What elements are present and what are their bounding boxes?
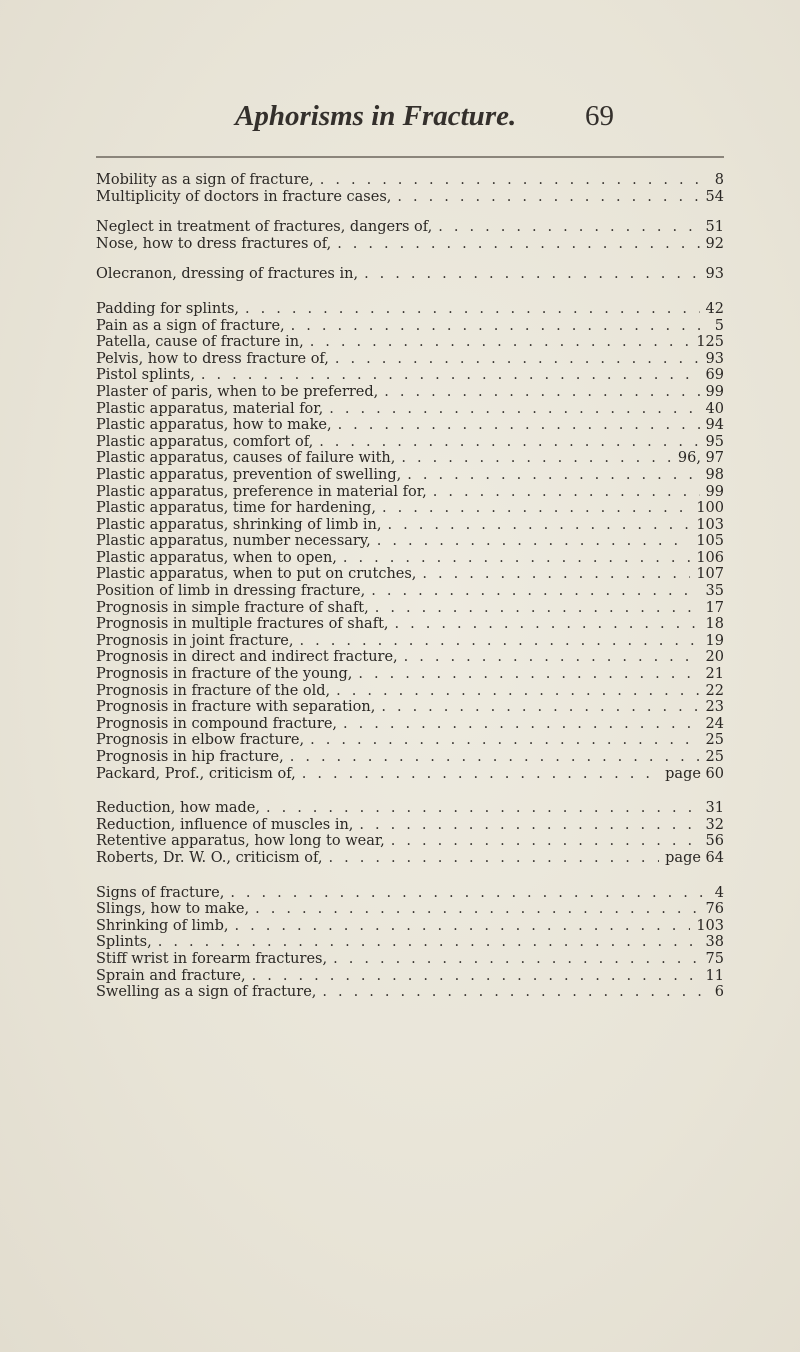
index-entry [96,467,724,484]
entry-text: Stiff wrist in forearm fractures, [96,950,328,967]
dot-leader [395,616,700,633]
entry-page: 125 [696,334,724,351]
entry-page: 69 [705,367,724,384]
entry-page: 20 [705,649,724,666]
entry-page: 38 [705,934,724,951]
dot-leader [329,401,699,418]
entry-page: 23 [705,699,724,716]
entry-page: 6 [714,984,724,1001]
entry-text: Multiplicity of doctors in fracture cases, [96,188,392,205]
page-number: 69 [585,100,614,132]
entry-page: 99 [705,383,724,400]
entry-page: 25 [705,732,724,749]
dot-leader [381,699,699,716]
dot-leader [371,583,699,600]
dot-leader [290,749,700,766]
entry-page: 5 [714,317,724,334]
dot-leader [337,236,699,253]
index-entry [96,766,724,783]
header-rule [96,156,724,158]
dot-leader [201,367,700,384]
entry-page: 103 [696,516,724,533]
dot-leader [320,172,709,189]
dot-leader [407,467,699,484]
entry-page: 93 [705,266,724,283]
index-entry [96,850,724,867]
dot-leader [310,334,691,351]
index-entry [96,934,724,951]
entry-page: 25 [705,749,724,765]
index-entry [96,189,724,206]
entry-page: 4 [714,884,724,901]
index-entry [96,236,724,253]
entry-page: 96, 97 [677,450,724,467]
index-entry [96,666,724,683]
entry-text: Plastic apparatus, prevention of swelling, [96,466,402,483]
index-entry [96,716,724,733]
entry-text: Prognosis in fracture of the old, [96,682,331,699]
index-entry [96,367,724,384]
dot-leader [319,434,699,451]
entry-page: 105 [696,533,724,550]
entry-text: Pelvis, how to dress fracture of, [96,350,329,367]
index-entry [96,533,724,550]
entry-page: 94 [705,417,724,434]
entry-text: Pain as a sign of fracture, [96,317,285,334]
entry-page: page 60 [665,765,724,782]
index-entry [96,334,724,351]
dot-leader [234,918,690,935]
group-gap [96,283,724,301]
entry-page: 19 [705,632,724,649]
dot-leader [404,649,700,666]
dot-leader [382,500,690,517]
entry-text: Neglect in treatment of fractures, dangers of, [96,219,433,236]
dot-leader [310,732,699,749]
entry-page: 93 [705,350,724,367]
index-entry [96,583,724,600]
entry-text: Prognosis in elbow fracture, [96,732,305,749]
index-entry [96,484,724,501]
dot-leader [384,384,699,401]
entry-text: Retentive apparatus, how long to wear, [96,833,385,850]
index-entry [96,172,724,189]
entry-page: 106 [696,549,724,566]
entry-page: 107 [696,566,724,583]
page-header [0,100,800,140]
entry-text: Plastic apparatus, preference in material for, [96,483,427,500]
entry-text: Roberts, Dr. W. O., criticism of, [96,849,323,866]
dot-leader [377,533,691,550]
index-entry [96,885,724,902]
entry-text: Signs of fracture, [96,884,225,901]
index-entry [96,500,724,517]
entry-page: 40 [705,400,724,417]
dot-leader [364,266,699,283]
index-entry [96,219,724,236]
index-entry [96,749,724,766]
entry-text: Swelling as a sign of fracture, [96,984,317,1001]
index-entry [96,699,724,716]
dot-leader [397,189,699,206]
entry-page: 22 [705,682,724,699]
index-entry [96,833,724,850]
index-entry [96,984,724,1001]
dot-leader [252,968,700,985]
entry-text: Prognosis in fracture of the young, [96,666,353,683]
index-entry [96,318,724,335]
entry-page: 56 [705,833,724,850]
dot-leader [336,683,699,700]
index-entry [96,384,724,401]
group-gap [96,782,724,800]
dot-leader [422,566,690,583]
entry-text: Plastic apparatus, material for, [96,400,324,417]
group-gap [96,205,724,219]
entry-text: Plastic apparatus, causes of failure with, [96,450,396,467]
index-entry [96,351,724,368]
entry-page: 35 [705,583,724,600]
entry-page: 99 [705,483,724,500]
dot-leader [401,450,671,467]
dot-leader [333,951,699,968]
dot-leader [299,633,699,650]
index-entry [96,600,724,617]
dot-leader [387,517,690,534]
index-entry [96,434,724,451]
entry-page: 21 [705,666,724,683]
index-entry [96,951,724,968]
entry-text: Prognosis in simple fracture of shaft, [96,599,369,616]
entry-text: Packard, Prof., criticism of, [96,765,296,782]
dot-leader [358,666,699,683]
dot-leader [328,850,659,867]
index-entry [96,918,724,935]
entry-text: Mobility as a sign of fracture, [96,172,314,188]
entry-page: 8 [714,172,724,188]
dot-leader [230,885,708,902]
dot-leader [302,766,659,783]
index-entry [96,566,724,583]
entry-text: Plastic apparatus, when to put on crutches, [96,566,417,583]
entry-text: Prognosis in multiple fractures of shaft, [96,616,389,633]
running-title: Aphorisms in Fracture. [235,100,517,132]
index-entry [96,450,724,467]
entry-text: Plastic apparatus, how to make, [96,417,332,434]
entry-text: Reduction, influence of muscles in, [96,816,354,833]
entry-text: Olecranon, dressing of fractures in, [96,266,359,283]
entry-text: Patella, cause of fracture in, [96,334,304,351]
index-entry [96,817,724,834]
entry-page: 54 [705,188,724,205]
index-entry [96,517,724,534]
dot-leader [338,417,700,434]
entry-text: Pistol splints, [96,367,195,384]
index-entry [96,401,724,418]
index-entry [96,968,724,985]
entry-text: Prognosis in hip fracture, [96,749,284,765]
entry-text: Splints, [96,934,152,951]
entry-text: Prognosis in direct and indirect fracture, [96,649,398,666]
entry-text: Position of limb in dressing fracture, [96,583,366,600]
dot-leader [343,716,700,733]
entry-text: Plastic apparatus, time for hardening, [96,500,376,517]
index-list [96,172,724,1001]
dot-leader [391,833,700,850]
entry-page: 31 [705,800,724,817]
entry-text: Plastic apparatus, comfort of, [96,433,314,450]
entry-page: 11 [705,967,724,984]
entry-page: 103 [696,917,724,934]
entry-page: 17 [705,599,724,616]
entry-page: 24 [705,715,724,732]
index-entry [96,683,724,700]
entry-page: 42 [705,300,724,317]
entry-page: 98 [705,466,724,483]
index-entry [96,550,724,567]
index-entry [96,901,724,918]
dot-leader [266,800,700,817]
entry-text: Plastic apparatus, number necessary, [96,533,371,550]
dot-leader [245,301,700,318]
dot-leader [335,351,700,368]
entry-text: Sprain and fracture, [96,967,246,984]
index-entry [96,649,724,666]
entry-text: Prognosis in fracture with separation, [96,699,376,716]
entry-page: 75 [705,950,724,967]
dot-leader [375,600,700,617]
dot-leader [343,550,690,567]
entry-text: Padding for splints, [96,300,240,317]
index-entry [96,616,724,633]
index-entry [96,417,724,434]
entry-page: 76 [705,901,724,918]
entry-page: 95 [705,433,724,450]
group-gap [96,252,724,266]
dot-leader [291,318,709,335]
entry-text: Prognosis in joint fracture, [96,632,294,649]
dot-leader [322,984,708,1001]
entry-text: Slings, how to make, [96,901,250,918]
entry-page: 92 [705,235,724,252]
dot-leader [359,817,699,834]
index-entry [96,633,724,650]
dot-leader [438,219,699,236]
index-entry [96,732,724,749]
entry-text: Plaster of paris, when to be preferred, [96,383,379,400]
entry-page: 18 [705,616,724,633]
dot-leader [255,901,699,918]
entry-text: Nose, how to dress fractures of, [96,235,332,252]
index-entry [96,301,724,318]
entry-text: Shrinking of limb, [96,917,229,934]
entry-page: 32 [705,816,724,833]
entry-text: Plastic apparatus, when to open, [96,549,337,566]
dot-leader [433,484,700,501]
entry-page: page 64 [665,849,724,866]
entry-text: Plastic apparatus, shrinking of limb in, [96,516,382,533]
index-entry [96,266,724,283]
entry-page: 51 [705,219,724,236]
index-entry [96,800,724,817]
entry-text: Prognosis in compound fracture, [96,715,338,732]
entry-text: Reduction, how made, [96,800,260,817]
group-gap [96,867,724,885]
entry-page: 100 [696,500,724,517]
dot-leader [158,934,700,951]
